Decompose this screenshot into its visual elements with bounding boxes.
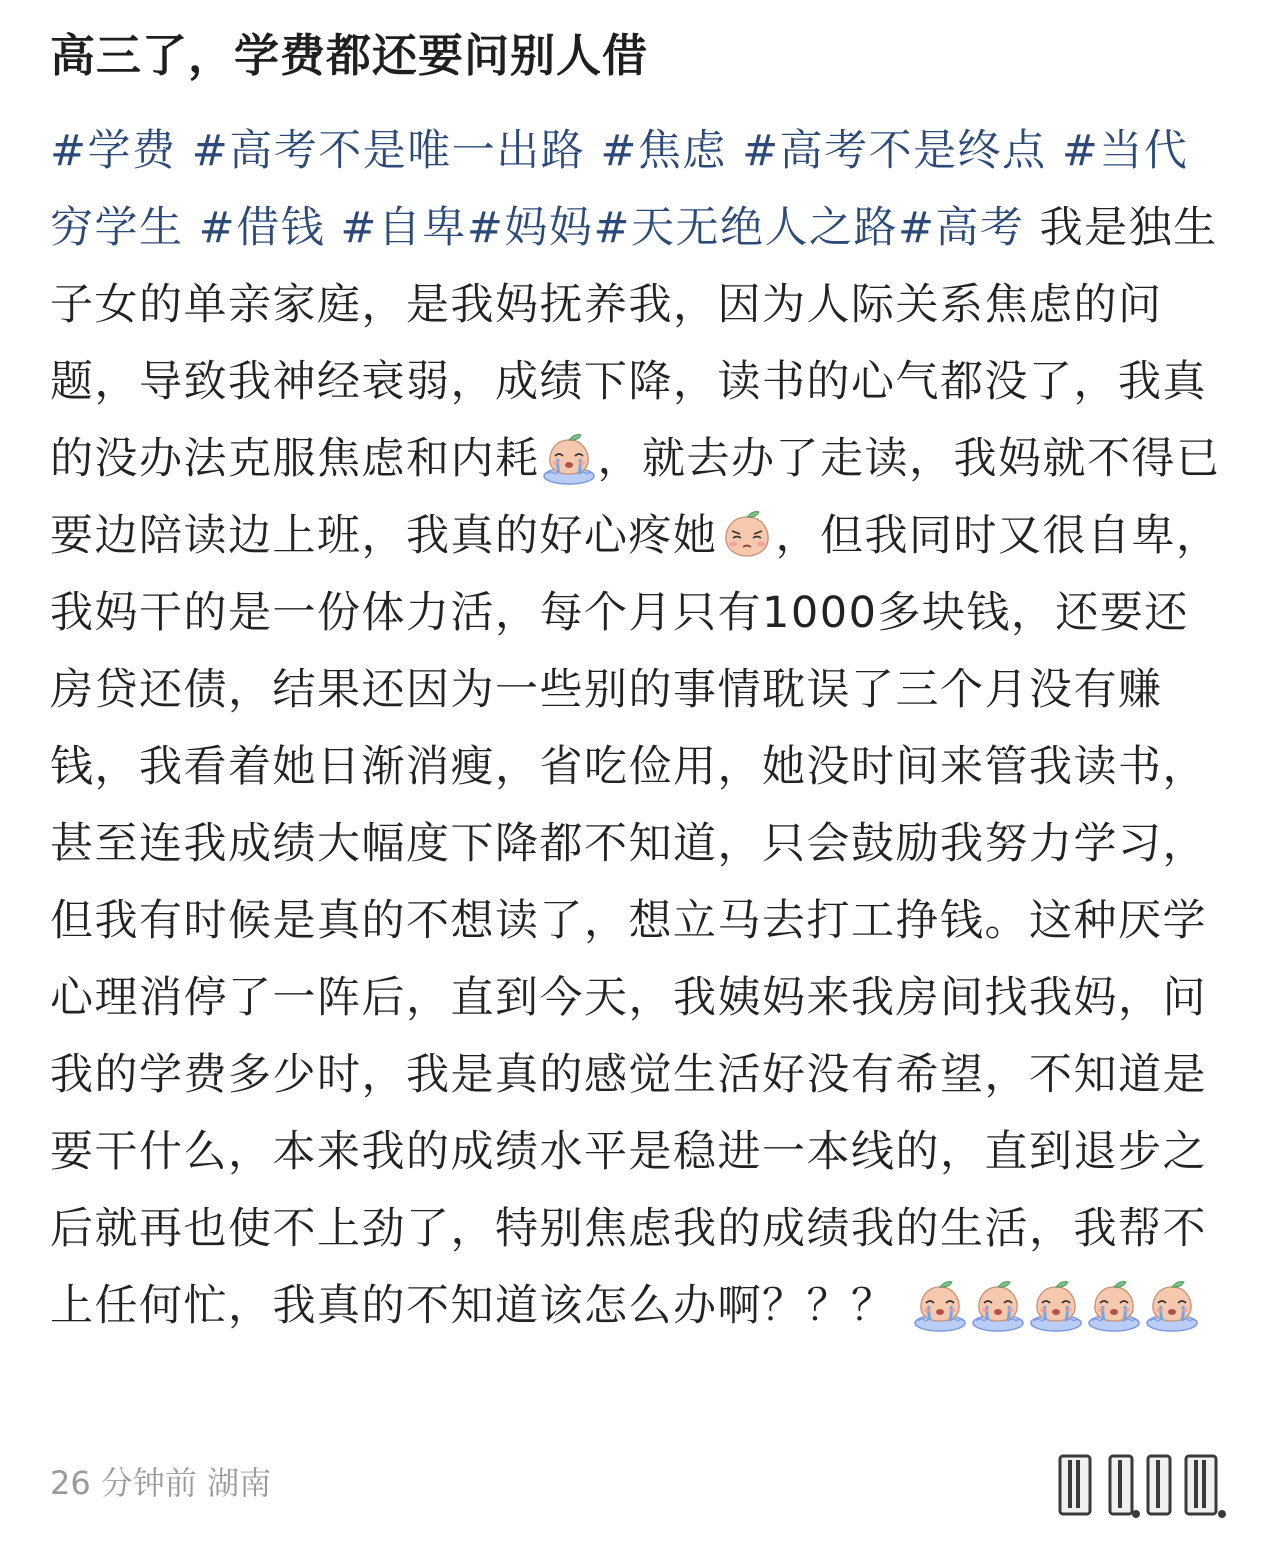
hashtag-gaokao[interactable]: #高考 bbox=[897, 203, 1025, 253]
hashtag-never-a-dead-end[interactable]: #天无绝人之路 bbox=[593, 203, 898, 253]
hashtag-gaokao-not-only-path[interactable]: #高考不是唯一出路 bbox=[191, 126, 601, 176]
crying-peach-icon bbox=[1086, 1277, 1142, 1333]
post-title: 高三了，学费都还要问别人借 bbox=[50, 29, 649, 82]
post-time-location: 26 分钟前 湖南 bbox=[50, 1464, 272, 1502]
crying-peach-icon bbox=[1028, 1277, 1084, 1333]
post-text-part3: ，但我同时又很自卑，我妈干的是一份体力活，每个月只有1000多块钱，还要还房贷还债，结果还因为一些别的事情耽误了三个月没有赚钱，我看着她日渐消瘦，省吃俭用，她没时间来管我读书，甚至连我成绩大幅度下降都不知道，只会鼓励我努力学习，但我有时候是真的不想读了，想立马去打工挣钱。这种厌学心理消停了一阵后，直到今天，我姨妈来我房间找我妈，问我的学费多少时，我是真的感觉生活好没有希望，不知道是要干什么，本来我的成绩水平是稳进一本线的，直到退步之后就再也使不上劲了，特别焦虑我的成绩我的生活，我帮不上任何忙，我真的不知道该怎么办啊？？？ bbox=[50, 511, 1221, 1331]
hashtag-gaokao-not-the-end[interactable]: #高考不是终点 bbox=[742, 126, 1062, 176]
crying-peach-icon bbox=[541, 430, 597, 486]
post-card bbox=[50, 24, 1230, 1345]
hashtag-inferiority[interactable]: #自卑 bbox=[340, 203, 467, 253]
sad-peach-icon bbox=[719, 507, 775, 563]
crying-peach-icon bbox=[970, 1277, 1026, 1333]
watermark-logo-icon bbox=[1050, 1436, 1230, 1536]
hashtag-poor-students[interactable]: #当代穷学生 bbox=[50, 126, 1189, 253]
crying-peach-icon bbox=[912, 1277, 968, 1333]
hashtag-anxiety[interactable]: #焦虑 bbox=[600, 126, 743, 176]
hashtag-borrow-money[interactable]: #借钱 bbox=[198, 203, 341, 253]
post-text-part2: ，就去办了走读，我妈就不得已要边陪读边上班，我真的好心疼她 bbox=[50, 434, 1221, 561]
hashtag-tuition[interactable]: #学费 bbox=[50, 126, 192, 176]
crying-peach-icon bbox=[1144, 1277, 1200, 1333]
post-body bbox=[50, 113, 1230, 1345]
post-footer bbox=[50, 1458, 1230, 1508]
hashtag-mom[interactable]: #妈妈 bbox=[466, 203, 594, 253]
post-text-part1: 我是独生子女的单亲家庭，是我妈抚养我，因为人际关系焦虑的问题，导致我神经衰弱，成绩下降，读书的心气都没了，我真的没办法克服焦虑和内耗 bbox=[50, 203, 1218, 484]
